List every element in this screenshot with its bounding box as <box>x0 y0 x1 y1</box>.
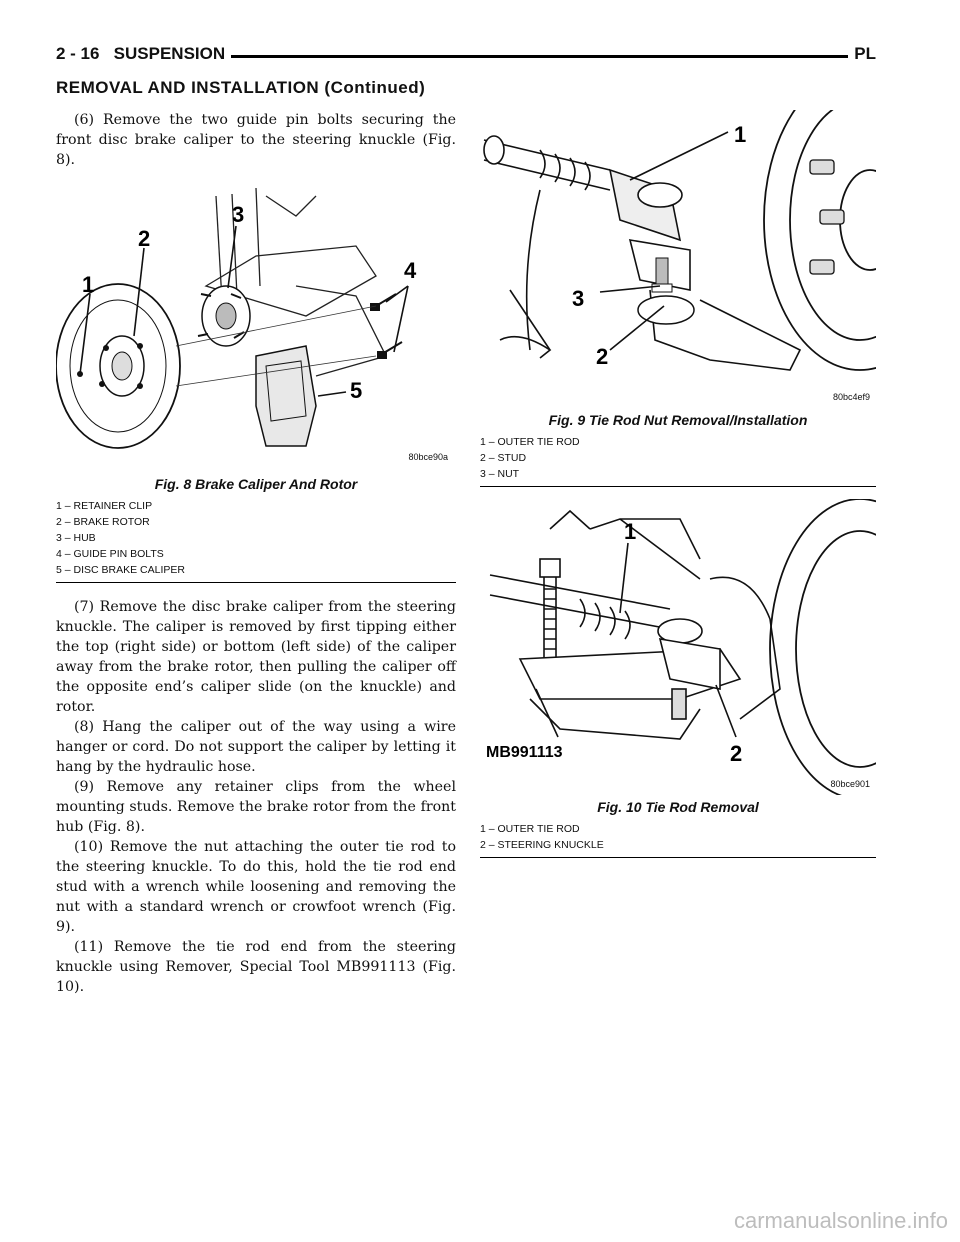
fig8-title: Fig. 8 Brake Caliper And Rotor <box>154 476 358 492</box>
page-number: 2 - 16 <box>56 44 100 63</box>
fig8-legend <box>56 498 456 578</box>
fig8-callout-2: 2 <box>138 226 151 251</box>
fig8-callout-3: 3 <box>232 202 245 227</box>
watermark: carmanualsonline.info <box>733 1208 948 1233</box>
step-7: (7) Remove the disc brake caliper from the steering knuckle. The caliper is removed by first tipping either the top (right side) or bottom (left side) of the caliper away from the brake rotor, then pulling the caliper off the opposite end’s caliper slide (on the knuckle) and rotor. <box>56 599 456 715</box>
fig8-code: 80bce90a <box>408 452 448 462</box>
fig8-legend-item: 3 – HUB <box>56 532 96 544</box>
fig9-title: Fig. 9 Tie Rod Nut Removal/Installation <box>548 412 808 428</box>
fig10-code: 80bce901 <box>830 779 870 789</box>
fig10-tool-label: MB991113 <box>486 744 563 761</box>
fig9-legend <box>480 434 876 482</box>
step-6: (6) Remove the two guide pin bolts securing the front disc brake caliper to the steering knuckle (Fig. 8). <box>56 112 456 168</box>
fig10-legend <box>480 821 876 853</box>
fig8-legend-item: 2 – BRAKE ROTOR <box>56 516 150 528</box>
fig8-legend-item: 1 – RETAINER CLIP <box>56 500 153 512</box>
fig10-callout-1: 1 <box>624 519 637 544</box>
fig8-callout-4: 4 <box>404 258 417 283</box>
section-name: SUSPENSION <box>113 44 226 63</box>
page-header <box>56 44 876 74</box>
fig9-illustration <box>480 110 876 408</box>
fig8-illustration <box>56 176 456 472</box>
figure-10 <box>480 499 876 795</box>
fig10-legend-item: 2 – STEERING KNUCKLE <box>480 839 604 851</box>
fig8-legend-item: 4 – GUIDE PIN BOLTS <box>56 548 164 560</box>
section-title: REMOVAL AND INSTALLATION (Continued) <box>56 78 426 97</box>
step-10: (10) Remove the nut attaching the outer tie rod to the steering knuckle. To do this, hold the tie rod end stud with a wrench while loosening and removing the nut with a standard wrench or crowfoot wrench (Fig. 9). <box>56 839 456 935</box>
step-8: (8) Hang the caliper out of the way using a wire hanger or cord. Do not support the caliper by letting it hang by the hydraulic hose. <box>56 719 456 775</box>
fig10-legend-item: 1 – OUTER TIE ROD <box>480 823 580 835</box>
model-code: PL <box>848 44 876 64</box>
fig9-callout-3: 3 <box>572 286 585 311</box>
step-11: (11) Remove the tie rod end from the steering knuckle using Remover, Special Tool MB991113 (Fig. 10). <box>56 939 456 995</box>
fig9-rule <box>480 486 876 487</box>
fig10-callout-2: 2 <box>730 741 743 766</box>
fig9-legend-item: 3 – NUT <box>480 468 520 480</box>
fig9-callout-1: 1 <box>734 122 747 147</box>
fig9-legend-item: 1 – OUTER TIE ROD <box>480 436 580 448</box>
fig10-rule <box>480 857 876 858</box>
figure-8 <box>56 176 456 472</box>
fig8-callout-1: 1 <box>82 272 95 297</box>
fig9-code: 80bc4ef9 <box>832 392 870 402</box>
step-9: (9) Remove any retainer clips from the wheel mounting studs. Remove the brake rotor from the front hub (Fig. 8). <box>56 779 456 835</box>
left-column <box>56 110 456 997</box>
page-number-section <box>56 44 231 64</box>
fig9-legend-item: 2 – STUD <box>480 452 527 464</box>
fig9-callout-2: 2 <box>596 344 609 369</box>
right-column <box>480 110 876 858</box>
figure-9 <box>480 110 876 408</box>
fig10-illustration <box>480 499 876 795</box>
fig10-title: Fig. 10 Tie Rod Removal <box>597 799 759 815</box>
fig8-callout-5: 5 <box>350 378 363 403</box>
fig8-legend-item: 5 – DISC BRAKE CALIPER <box>56 564 185 576</box>
